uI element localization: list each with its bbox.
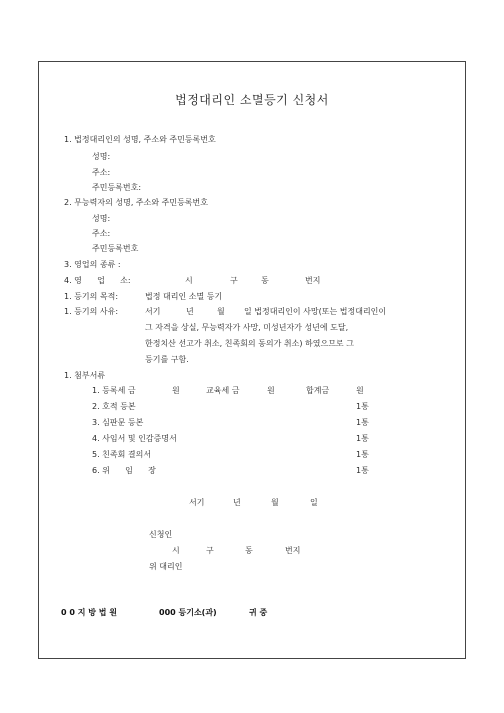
section-2-rrn-label: 주민등록번호 [92, 244, 139, 253]
date-seogi: 서기 [189, 498, 205, 507]
section-2-address-label: 주소: [92, 229, 111, 238]
applicant-dong: 동 [245, 546, 253, 555]
section-4-dong: 동 [261, 276, 269, 285]
reason-line-1: 일 법정대리인이 사망(또는 법정대리인이 [244, 307, 387, 316]
reason-line-3: 한정치산 선고가 취소, 친족회의 동의가 취소) 하였으므로 그 [145, 339, 354, 348]
reason-seogi: 서기 [145, 307, 161, 316]
attachment-item-count: 1통 [356, 450, 369, 459]
court-name: 0 0 지 방 법 원 [61, 608, 117, 617]
document-border [38, 61, 466, 659]
section-1-heading: 1. 법정대리인의 성명, 주소와 주민등록번호 [64, 135, 216, 144]
section-1-address-label: 주소: [92, 168, 111, 177]
honorific: 귀 중 [249, 608, 268, 617]
section-4-beonji: 번지 [305, 276, 321, 285]
document-title: 법정대리인 소멸등기 신청서 [175, 93, 329, 107]
applicant-si: 시 [172, 546, 180, 555]
reason-line-2: 그 자격을 상실, 무능력자가 사망, 미성년자가 성년에 도달, [145, 323, 349, 332]
attachment-item-count: 1통 [356, 418, 369, 427]
attachments-heading: 1. 첨부서류 [64, 371, 106, 380]
purpose-value: 법정 대리인 소멸 등기 [145, 292, 223, 301]
attachment-item-label: 4. 사임서 및 인감증명서 [92, 434, 177, 443]
registry-name: 000 등기소(과) [159, 608, 217, 617]
fee-edu-won: 원 [267, 386, 275, 395]
attachment-item-label: 3. 심판문 등본 [92, 418, 144, 427]
attachment-item-count: 1통 [356, 434, 369, 443]
purpose-label: 1. 등기의 목적: [64, 292, 119, 301]
applicant-beonji: 번지 [285, 546, 301, 555]
fee-total-label: 합계금 [306, 386, 330, 395]
reason-label: 1. 등기의 사유: [64, 307, 119, 316]
section-1-name-label: 성명: [92, 152, 111, 161]
applicant-label: 신청인 [149, 530, 173, 539]
fee-total-won: 원 [356, 386, 364, 395]
reason-nyeon: 년 [186, 307, 194, 316]
reason-wol: 월 [217, 307, 225, 316]
section-4-gu: 구 [230, 276, 238, 285]
section-4-si: 시 [185, 276, 193, 285]
fee-stamp-label: 1. 등록세 금 [92, 386, 136, 395]
section-2-name-label: 성명: [92, 214, 111, 223]
attachment-item-count: 1통 [356, 402, 369, 411]
section-2-heading: 2. 무능력자의 성명, 주소와 주민등록번호 [64, 198, 208, 207]
proxy-label: 위 대리인 [149, 562, 183, 571]
attachment-item-label: 2. 호적 등본 [92, 402, 136, 411]
date-wol: 월 [271, 498, 279, 507]
applicant-gu: 구 [206, 546, 214, 555]
section-1-rrn-label: 주민등록번호: [92, 183, 142, 192]
attachment-item-label: 5. 친족회 결의서 [92, 450, 152, 459]
section-3-heading: 3. 영업의 종류 : [64, 260, 121, 269]
fee-stamp-won: 원 [172, 386, 180, 395]
attachment-item-label: 6. 위 임 장 [92, 466, 156, 475]
section-4-heading: 4. 영 업 소: [64, 276, 131, 285]
date-il: 일 [310, 498, 318, 507]
date-nyeon: 년 [233, 498, 241, 507]
fee-edu-label: 교육세 금 [206, 386, 240, 395]
attachment-item-count: 1통 [356, 466, 369, 475]
reason-line-4: 등기를 구함. [145, 355, 189, 364]
